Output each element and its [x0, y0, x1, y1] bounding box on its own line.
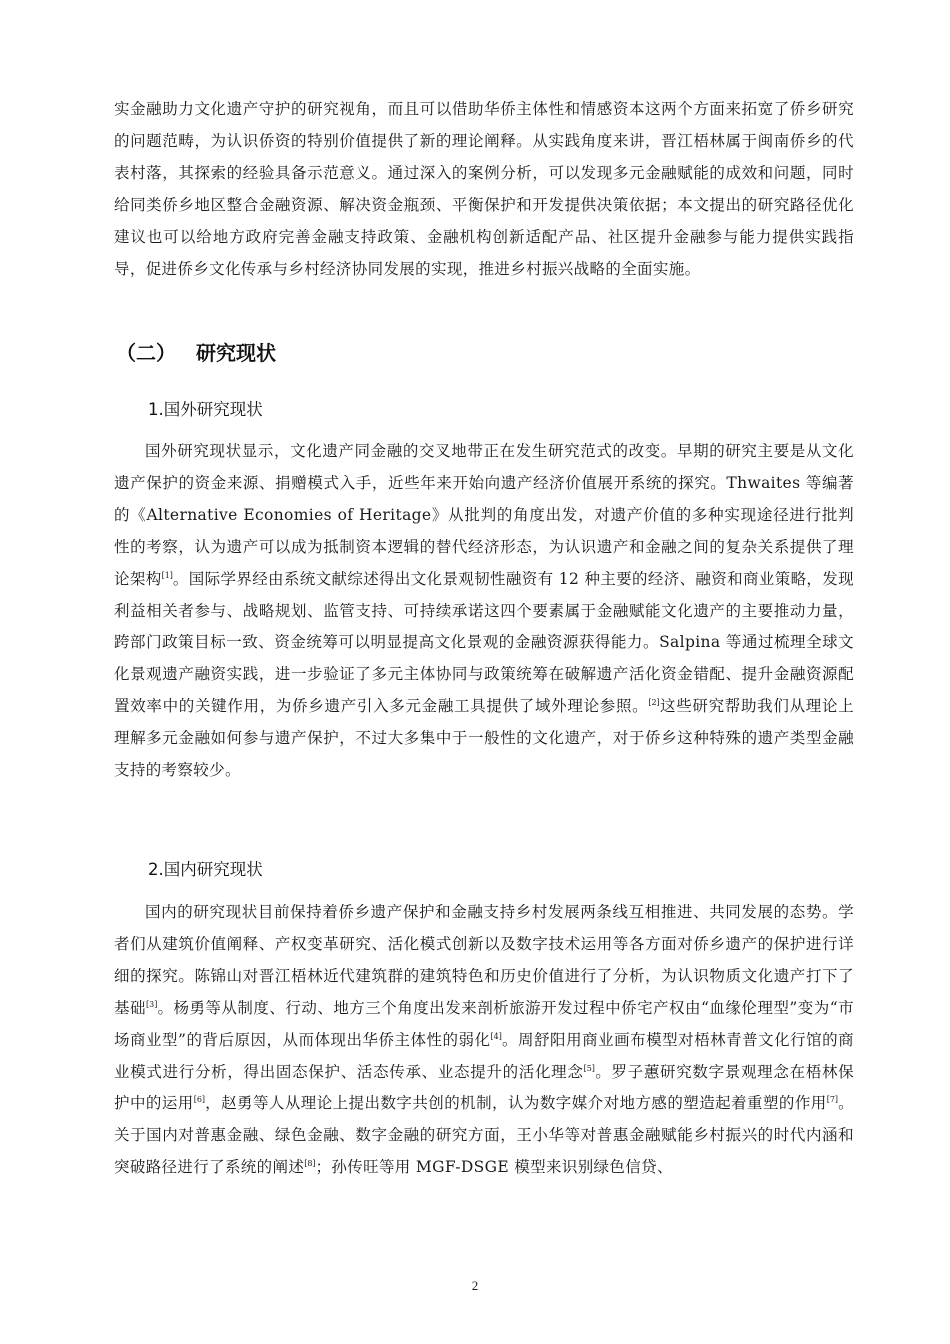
domestic-research-heading: 2.国内研究现状 [148, 860, 263, 879]
citation-ref[interactable]: [1] [161, 570, 173, 580]
paragraph-text: 。国际学界经由系统文献综述得出文化景观韧性融资有 12 种主要的经济、融资和商业策略，发现利益相关者参与、战略规划、监管支持、可持续承诺这四个要素属于金融赋能文化遗产的主要推动力量，跨部门政策目标一致、资金统筹可以明显提高文化景观的金融资源获得能力。Salpina 等通过梳理全球文化景观遗产融资实践，进一步验证了多元主体协同与政策统筹在破解遗产活化资金错配、提升金融资源配置效率中的关键作用，为侨乡遗产引入多元金融工具提供了域外理论参照。 [114, 569, 854, 716]
foreign-research-heading: 1.国外研究现状 [148, 400, 263, 419]
citation-ref[interactable]: [7] [826, 1095, 839, 1105]
citation-ref[interactable]: [2] [648, 698, 660, 708]
citation-ref[interactable]: [5] [583, 1063, 595, 1073]
citation-ref[interactable]: [3] [145, 999, 158, 1009]
paragraph-text: 。关于国内对普惠金融、绿色金融、数字金融的研究方面，王小华等对普惠金融赋能乡村振兴的时代内涵和突破路径进行了系统的阐述 [114, 1094, 855, 1177]
paragraph-text: ；孙传旺等用 MGF-DSGE 模型来识别绿色信贷、 [315, 1158, 673, 1177]
paragraph-text: 国内的研究现状目前保持着侨乡遗产保护和金融支持乡村发展两条线互相推进、共同发展的态势。学者们从建筑价值阐释、产权变革研究、活化模式创新以及数字技术运用等各方面对侨乡遗产的保护进行详细的探究。陈锦山对晋江梧林近代建筑群的建筑特色和历史价值进行了分析，为认识物质文化遗产打下了基础 [114, 903, 854, 1017]
paragraph-text: 这些研究帮助我们从理论上理解多元金融如何参与遗产保护，不过大多集中于一般性的文化遗产，对于侨乡这种特殊的遗产类型金融支持的考察较少。 [114, 697, 854, 780]
foreign-research-paragraph [114, 436, 854, 787]
citation-ref[interactable]: [8] [304, 1159, 316, 1169]
paragraph-text: 。罗子蕙研究数字景观理念在梧林保护中的运用 [114, 1062, 854, 1113]
intro-paragraph [114, 94, 854, 285]
paragraph-text: 。杨勇等从制度、行动、地方三个角度出发来剖析旅游开发过程中侨宅产权由“血缘伦理型”变为“市场商业型”的背后原因，从而体现出华侨主体性的弱化 [114, 998, 855, 1049]
paragraph-text: ，赵勇等人从理论上提出数字共创的机制，认为数字媒介对地方感的塑造起着重塑的作用 [205, 1094, 827, 1113]
citation-ref[interactable]: [6] [193, 1095, 206, 1105]
citation-ref[interactable]: [4] [490, 1031, 502, 1041]
domestic-research-paragraph [114, 897, 854, 1184]
page-number: 2 [471, 1278, 479, 1293]
paragraph-text: 。周舒阳用商业画布模型对梧林青普文化行馆的商业模式进行分析，得出固态保护、活态传承、业态提升的活化理念 [114, 1030, 855, 1081]
section-number: （二） [116, 341, 176, 365]
section-title: 研究现状 [196, 341, 276, 365]
paragraph-text: 国外研究现状显示，文化遗产同金融的交叉地带正在发生研究范式的改变。早期的研究主要是从文化遗产保护的资金来源、捐赠模式入手，近些年来开始向遗产经济价值展开系统的探究。Thwaites 等编著的《Alternative Economies of Heritage》从批判的角度出发，对遗产价值的多种实现途径进行批判性的考察，认为遗产可以成为抵制资本逻辑的替代经济形态，为认识遗产和金融之间的复杂关系提供了理论架构 [114, 442, 854, 588]
section-heading [116, 338, 276, 368]
intro-text: 实金融助力文化遗产守护的研究视角，而且可以借助华侨主体性和情感资本这两个方面来拓宽了侨乡研究的问题范畴，为认识侨资的特别价值提供了新的理论阐释。从实践角度来讲，晋江梧林属于闽南侨乡的代表村落，其探索的经验具备示范意义。通过深入的案例分析，可以发现多元金融赋能的成效和问题，同时给同类侨乡地区整合金融资源、解决资金瓶颈、平衡保护和开发提供决策依据；本文提出的研究路径优化建议也可以给地方政府完善金融支持政策、金融机构创新适配产品、社区提升金融参与能力提供实践指导，促进侨乡文化传承与乡村经济协同发展的实现，推进乡村振兴战略的全面实施。 [114, 100, 854, 278]
